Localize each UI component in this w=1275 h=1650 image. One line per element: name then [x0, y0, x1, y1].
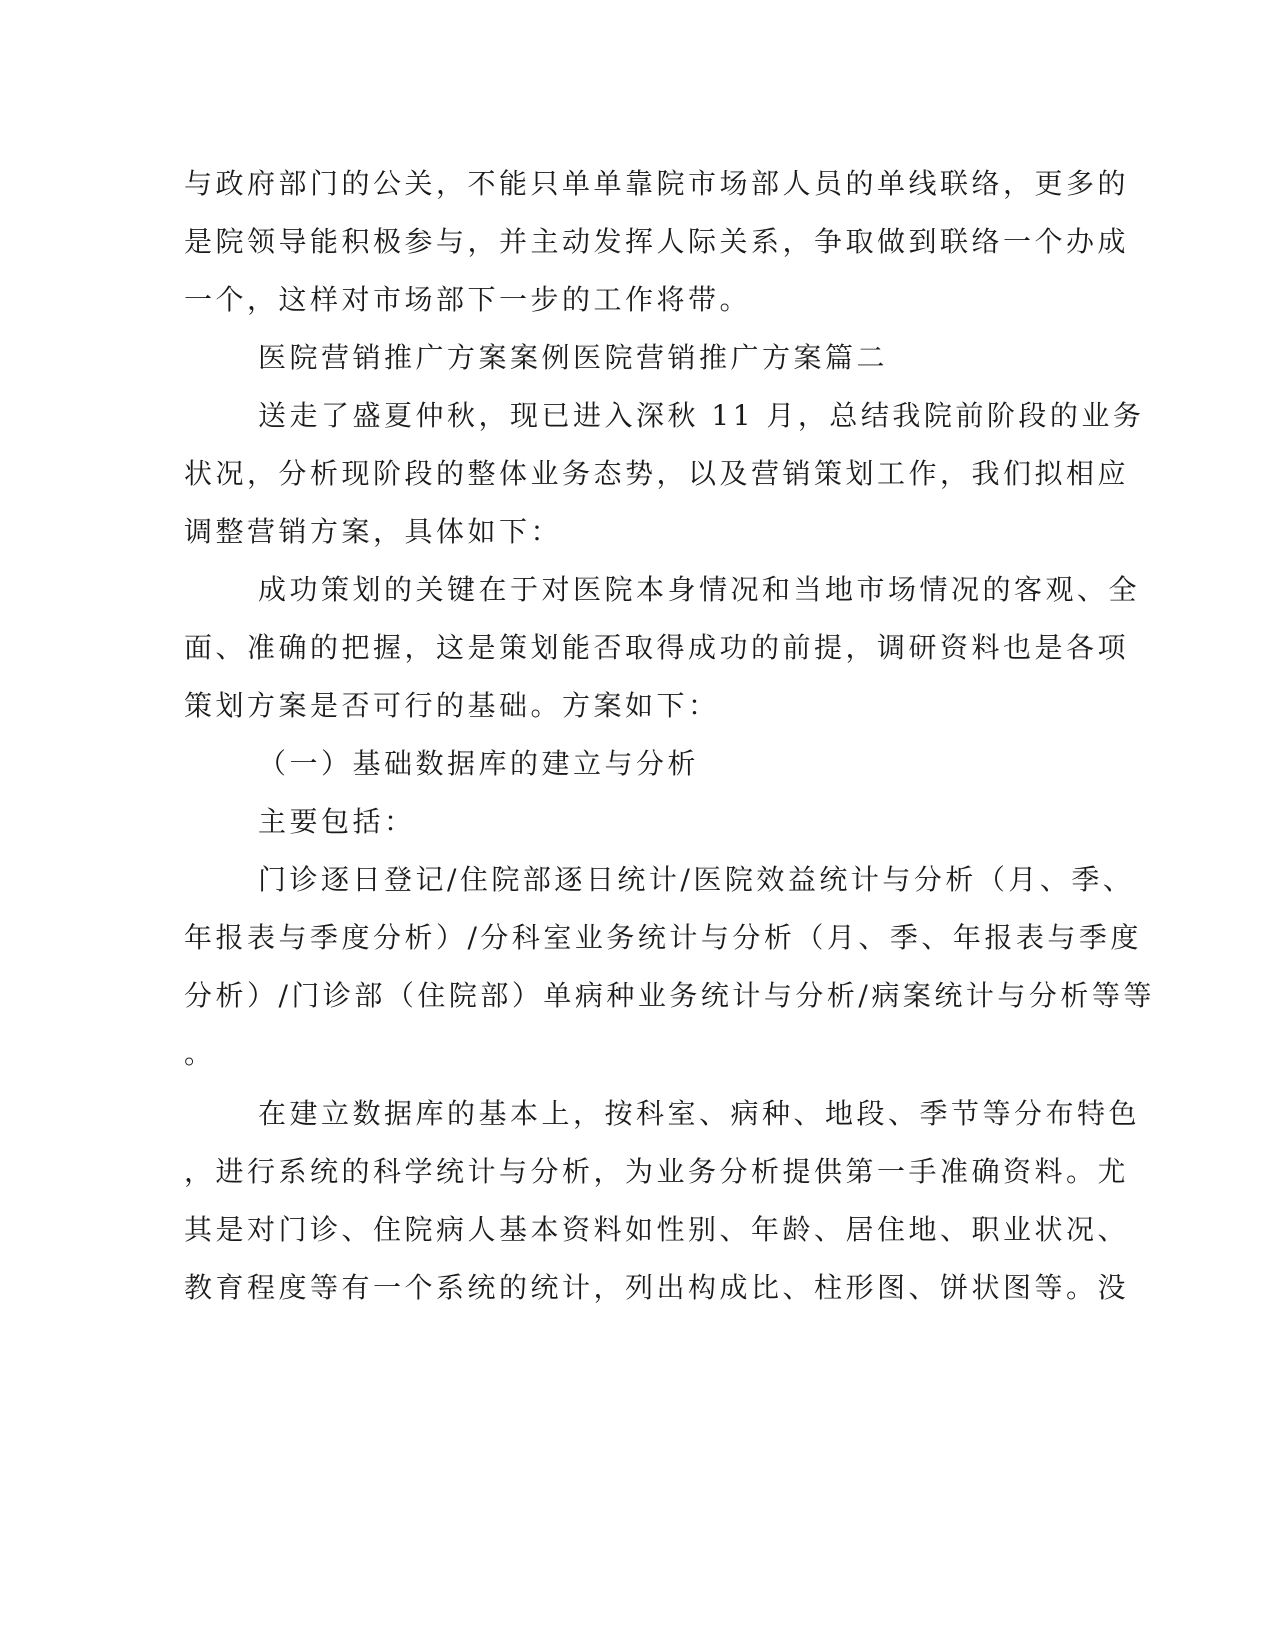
text-line: 在建立数据库的基本上，按科室、病种、地段、季节等分布特色: [258, 1097, 1141, 1130]
text-line: 面、准确的把握，这是策划能否取得成功的前提，调研资料也是各项: [184, 631, 1130, 664]
text-line: 分析）/门诊部（住院部）单病种业务统计与分析/病案统计与分析等等: [184, 979, 1155, 1012]
text-line: 门诊逐日登记/住院部逐日统计/医院效益统计与分析（月、季、: [258, 863, 1135, 896]
text-line: 。: [184, 1037, 216, 1070]
text-line: 主要包括：: [258, 805, 416, 838]
text-line: 教育程度等有一个系统的统计，列出构成比、柱形图、饼状图等。没: [184, 1271, 1130, 1304]
text-line: 是院领导能积极参与，并主动发挥人际关系，争取做到联络一个办成: [184, 225, 1130, 258]
text-line: 送走了盛夏仲秋，现已进入深秋 11 月，总结我院前阶段的业务: [258, 399, 1145, 432]
text-line: 状况，分析现阶段的整体业务态势，以及营销策划工作，我们拟相应: [184, 457, 1130, 490]
text-line: 成功策划的关键在于对医院本身情况和当地市场情况的客观、全: [258, 573, 1141, 606]
text-line: 与政府部门的公关，不能只单单靠院市场部人员的单线联络，更多的: [184, 167, 1130, 200]
text-line: 策划方案是否可行的基础。方案如下：: [184, 689, 720, 722]
text-line: 一个，这样对市场部下一步的工作将带。: [184, 283, 752, 316]
text-line: 年报表与季度分析）/分科室业务统计与分析（月、季、年报表与季度: [184, 921, 1142, 954]
text-line: ，进行系统的科学统计与分析，为业务分析提供第一手准确资料。尤: [184, 1155, 1130, 1188]
text-line: 调整营销方案，具体如下：: [184, 515, 563, 548]
section-heading: 医院营销推广方案案例医院营销推广方案篇二: [258, 341, 889, 374]
text-line: 其是对门诊、住院病人基本资料如性别、年龄、居住地、职业状况、: [184, 1213, 1130, 1246]
subsection-heading: （一）基础数据库的建立与分析: [258, 747, 700, 780]
